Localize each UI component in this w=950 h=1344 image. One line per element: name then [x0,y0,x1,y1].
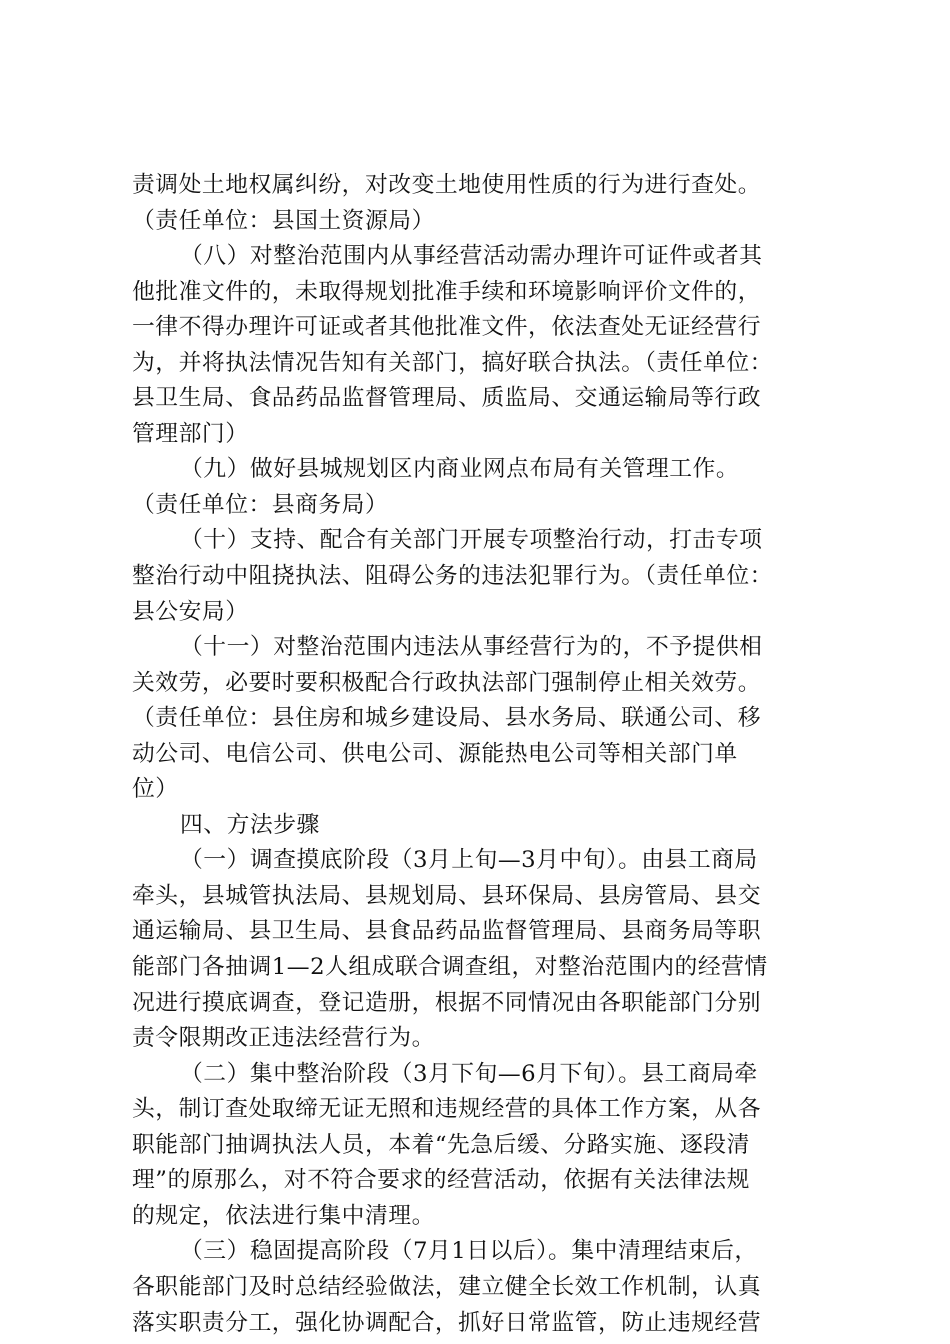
text-line: 头，制订查处取缔无证无照和违规经营的具体工作方案，从各 [132,1096,762,1123]
paragraph-heading-9: （九）做好县城规划区内商业网点布局有关管理工作。 [180,456,740,483]
paragraph-heading-step-3: （三）稳固提高阶段（7月1日以后）。集中清理结束后， [180,1238,758,1265]
text-line: 况进行摸底调查，登记造册，根据不同情况由各职能部门分别 [132,989,762,1016]
paragraph-heading-step-1: （一）调查摸底阶段（3月上旬—3月中旬）。由县工商局 [180,847,758,874]
text-line: 通运输局、县卫生局、县食品药品监督管理局、县商务局等职 [132,918,762,945]
section-heading-methods: 四、方法步骤 [180,811,320,838]
paragraph-heading-step-2: （二）集中整治阶段（3月下旬—6月下旬）。县工商局牵 [180,1060,758,1087]
text-line: 动公司、电信公司、供电公司、源能热电公司等相关部门单 [132,740,738,767]
text-line: 能部门各抽调1—2人组成联合调查组，对整治范围内的经营情 [132,954,768,981]
text-line: 县公安局） [132,598,249,625]
text-line: 落实职责分工，强化协调配合，抓好日常监管，防止违规经营 [132,1309,762,1336]
document-page [132,168,828,1341]
text-line: 各职能部门及时总结经验做法，建立健全长效工作机制，认真 [132,1273,762,1300]
text-line: （责任单位：县住房和城乡建设局、县水务局、联通公司、移 [132,705,762,732]
paragraph-heading-11: （十一）对整治范围内违法从事经营行为的，不予提供相 [180,634,763,661]
text-line: （责任单位：县国土资源局） [132,207,435,234]
text-line: 管理部门） [132,420,249,447]
paragraph-heading-8: （八）对整治范围内从事经营活动需办理许可证件或者其 [180,243,763,270]
text-line: 他批准文件的，未取得规划批准手续和环境影响评价文件的， [132,278,762,305]
text-line: 关效劳，必要时要积极配合行政执法部门强制停止相关效劳。 [132,669,762,696]
text-line: 的规定，依法进行集中清理。 [132,1202,435,1229]
text-line: 为，并将执法情况告知有关部门，搞好联合执法。（责任单位： [132,349,773,376]
text-line: 县卫生局、食品药品监督管理局、质监局、交通运输局等行政 [132,385,762,412]
text-line: 牵头，县城管执法局、县规划局、县环保局、县房管局、县交 [132,882,762,909]
paragraph-heading-10: （十）支持、配合有关部门开展专项整治行动，打击专项 [180,527,763,554]
text-line: （责任单位：县商务局） [132,491,389,518]
text-line: 理”的原那么，对不符合要求的经营活动，依据有关法律法规 [132,1167,750,1194]
text-line: 整治行动中阻挠执法、阻碍公务的违法犯罪行为。（责任单位： [132,563,773,590]
text-line: 责调处土地权属纠纷，对改变土地使用性质的行为进行查处。 [132,172,762,198]
text-line: 位） [132,776,179,803]
text-line: 责令限期改正违法经营行为。 [132,1025,435,1052]
text-line: 职能部门抽调执法人员，本着“先急后缓、分路实施、逐段清 [132,1131,750,1158]
text-line: 一律不得办理许可证或者其他批准文件，依法查处无证经营行 [132,314,762,341]
